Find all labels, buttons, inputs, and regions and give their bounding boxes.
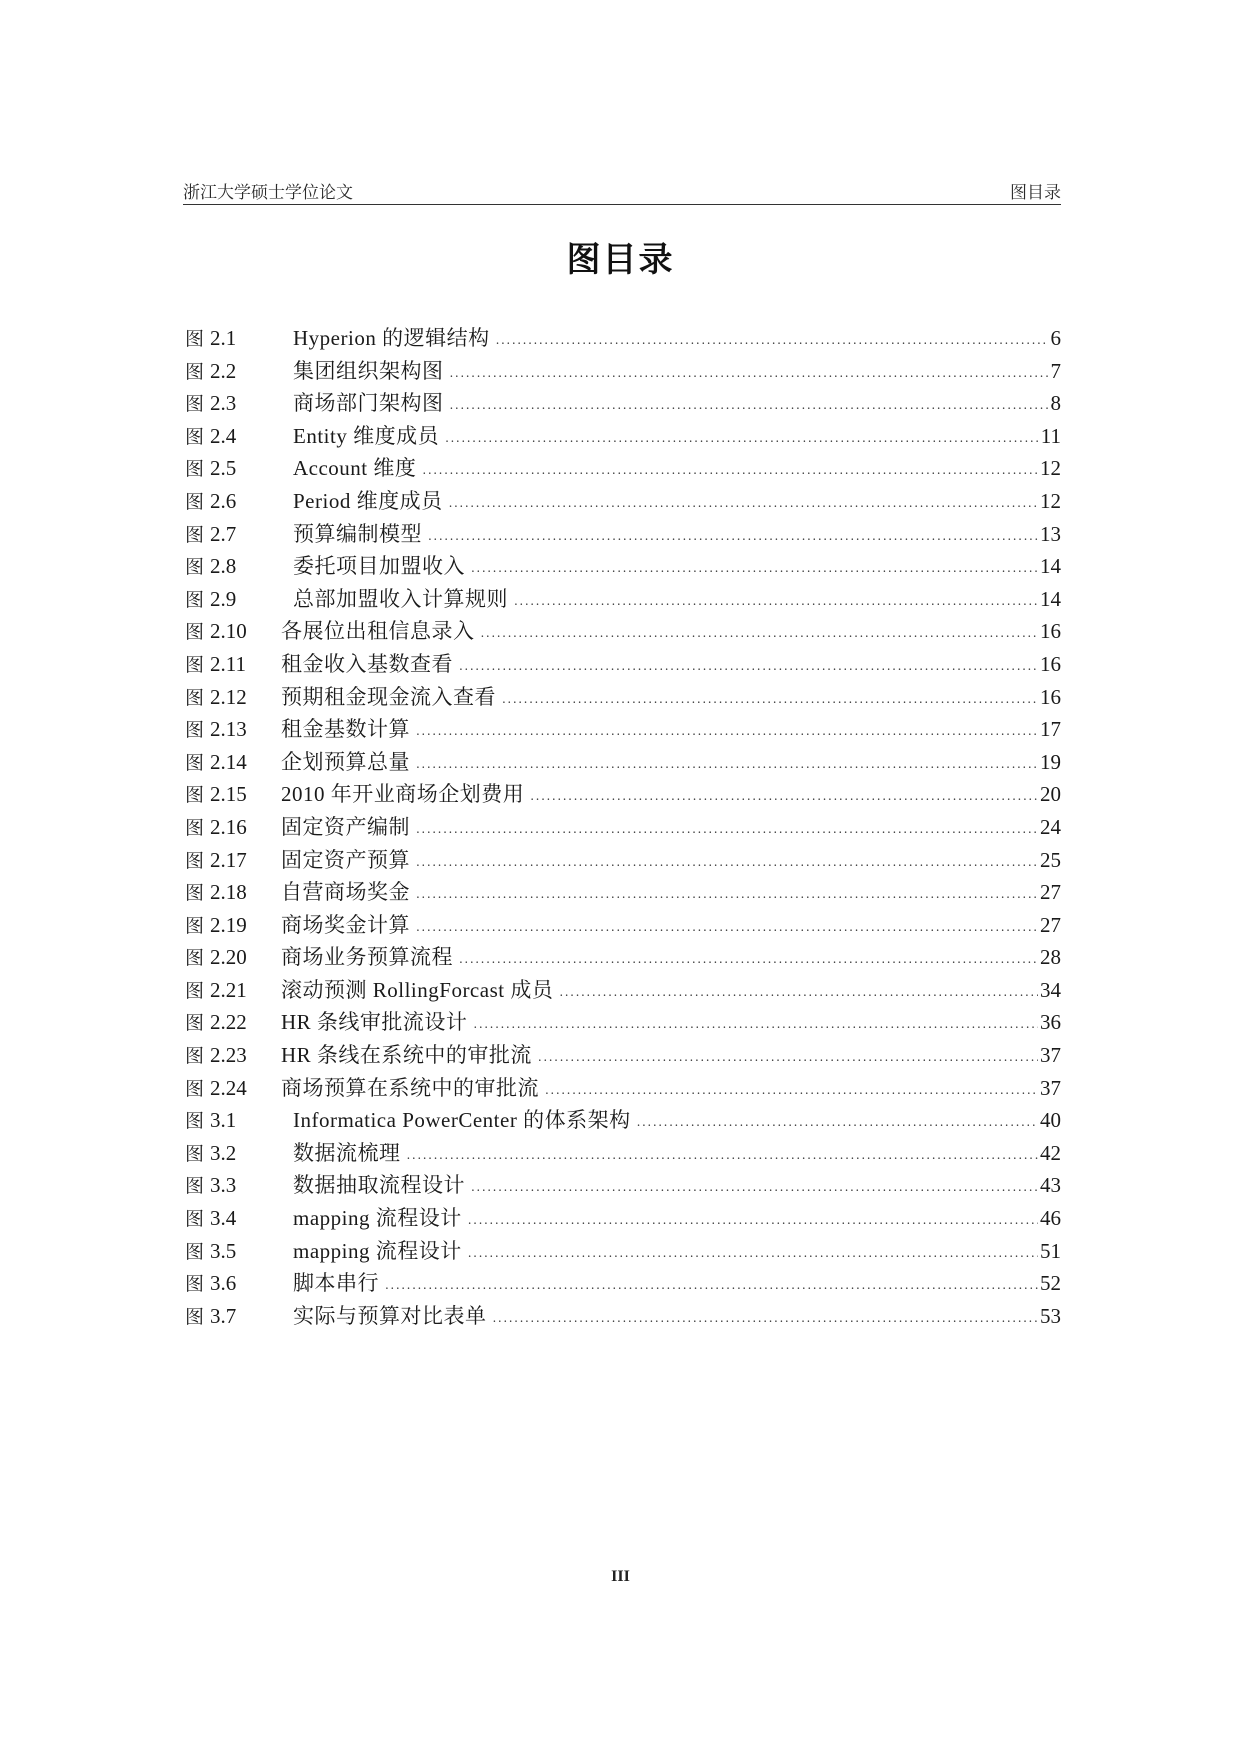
figure-label <box>185 550 271 584</box>
figure-page-number: 6 <box>1050 326 1061 350</box>
figure-title: 自营商场奖金 <box>281 880 410 905</box>
dot-leader <box>481 614 1039 650</box>
figure-page-number: 19 <box>1040 749 1061 774</box>
figure-prefix: 图 <box>185 1175 205 1198</box>
figure-number: 2.1 <box>210 326 237 350</box>
figure-label <box>185 1137 271 1171</box>
figure-prefix: 图 <box>185 1012 205 1035</box>
figure-label <box>185 1039 271 1073</box>
figure-number: 2.4 <box>210 423 237 448</box>
dot-leader <box>468 1234 1038 1270</box>
dot-leader <box>416 908 1038 944</box>
dot-leader <box>445 419 1039 455</box>
figure-page-number: 7 <box>1050 358 1061 383</box>
figure-entry[interactable] <box>185 322 1061 355</box>
figure-prefix: 图 <box>185 328 205 350</box>
figure-prefix: 图 <box>185 1240 205 1263</box>
figure-title: 企划预算总量 <box>281 749 410 774</box>
figure-entry[interactable] <box>185 1169 1061 1202</box>
figure-title: 租金收入基数查看 <box>281 651 453 676</box>
figure-list <box>185 322 1061 1332</box>
figure-title: 集团组织架构图 <box>293 358 444 383</box>
header-section-title: 图目录 <box>1010 183 1061 203</box>
figure-title: 商场部门架构图 <box>293 391 444 416</box>
dot-leader <box>473 1005 1038 1041</box>
figure-number: 3.7 <box>210 1303 237 1328</box>
figure-title: Informatica PowerCenter 的体系架构 <box>293 1108 631 1133</box>
figure-number: 3.6 <box>210 1271 237 1296</box>
figure-entry[interactable] <box>185 648 1061 681</box>
figure-title: 租金基数计算 <box>281 717 410 742</box>
figure-title: 脚本串行 <box>293 1271 379 1296</box>
dot-leader <box>493 1299 1039 1335</box>
figure-entry[interactable] <box>185 420 1061 453</box>
figure-label <box>185 355 271 389</box>
figure-number: 2.18 <box>210 880 247 905</box>
figure-number: 3.5 <box>210 1238 237 1263</box>
figure-page-number: 28 <box>1040 945 1061 970</box>
figure-title: 固定资产预算 <box>281 847 410 872</box>
figure-prefix: 图 <box>185 751 205 774</box>
figure-label <box>185 909 271 943</box>
figure-prefix: 图 <box>185 816 205 839</box>
figure-prefix: 图 <box>185 621 205 644</box>
figure-page-number: 12 <box>1040 488 1061 513</box>
figure-title: 预期租金现金流入查看 <box>281 684 496 709</box>
figure-number: 2.17 <box>210 847 247 872</box>
figure-number: 2.7 <box>210 521 237 546</box>
figure-label <box>185 844 271 878</box>
figure-title: HR 条线在系统中的审批流 <box>281 1043 532 1068</box>
figure-title: 各展位出租信息录入 <box>281 619 475 644</box>
figure-page-number: 27 <box>1040 880 1061 905</box>
figure-label <box>185 648 271 682</box>
figure-entry[interactable] <box>185 1006 1061 1039</box>
figure-label <box>185 387 271 421</box>
figure-entry[interactable] <box>185 387 1061 420</box>
dot-leader <box>449 484 1038 520</box>
figure-label <box>185 1300 271 1334</box>
figure-page-number: 37 <box>1040 1043 1061 1068</box>
figure-page-number: 40 <box>1040 1108 1061 1133</box>
figure-number: 3.2 <box>210 1140 237 1165</box>
figure-page-number: 17 <box>1040 717 1061 742</box>
figure-title: 数据抽取流程设计 <box>293 1173 465 1198</box>
figure-number: 2.15 <box>210 782 247 807</box>
figure-label <box>185 615 271 649</box>
figure-entry[interactable] <box>185 1300 1061 1333</box>
figure-title: 数据流梳理 <box>293 1140 401 1165</box>
figure-number: 2.3 <box>210 391 237 416</box>
figure-title: HR 条线审批流设计 <box>281 1010 468 1035</box>
figure-label <box>185 322 271 356</box>
figure-page-number: 11 <box>1040 423 1061 448</box>
figure-number: 2.9 <box>210 586 237 611</box>
dot-leader <box>502 680 1038 716</box>
figure-page-number: 12 <box>1040 456 1061 481</box>
figure-entry[interactable] <box>185 615 1061 648</box>
figure-prefix: 图 <box>185 914 205 937</box>
dot-leader <box>530 777 1038 813</box>
figure-number: 2.5 <box>210 456 237 481</box>
dot-leader <box>450 386 1049 422</box>
figure-title: 预算编制模型 <box>293 521 422 546</box>
figure-prefix: 图 <box>185 1045 205 1068</box>
figure-page-number: 24 <box>1040 814 1061 839</box>
figure-entry[interactable] <box>185 1104 1061 1137</box>
figure-number: 2.23 <box>210 1043 247 1068</box>
dot-leader <box>459 940 1038 976</box>
dot-leader <box>416 843 1038 879</box>
figure-prefix: 图 <box>185 947 205 970</box>
figure-title: Account 维度 <box>293 456 417 481</box>
figure-page-number: 43 <box>1040 1173 1061 1198</box>
figure-number: 2.2 <box>210 358 237 383</box>
figure-entry[interactable] <box>185 1039 1061 1072</box>
figure-prefix: 图 <box>185 393 205 416</box>
figure-label <box>185 713 271 747</box>
figure-number: 2.16 <box>210 814 247 839</box>
dot-leader <box>407 1136 1039 1172</box>
figure-entry[interactable] <box>185 485 1061 518</box>
figure-page-number: 20 <box>1040 782 1061 807</box>
figure-entry[interactable] <box>185 1235 1061 1268</box>
dot-leader <box>538 1038 1038 1074</box>
figure-title: 2010 年开业商场企划费用 <box>281 782 525 807</box>
figure-entry[interactable] <box>185 355 1061 388</box>
figure-prefix: 图 <box>185 979 205 1002</box>
figure-label <box>185 1235 271 1269</box>
dot-leader <box>422 451 1038 487</box>
figure-label <box>185 1104 271 1138</box>
figure-prefix: 图 <box>185 1273 205 1296</box>
figure-label <box>185 974 271 1008</box>
figure-number: 2.14 <box>210 749 247 774</box>
figure-page-number: 16 <box>1040 619 1061 644</box>
figure-label <box>185 1072 271 1106</box>
figure-page-number: 27 <box>1040 912 1061 937</box>
dot-leader <box>471 1168 1038 1204</box>
figure-title: 委托项目加盟收入 <box>293 554 465 579</box>
dot-leader <box>416 875 1038 911</box>
figure-page-number: 8 <box>1050 391 1061 416</box>
figure-label <box>185 1006 271 1040</box>
figure-title: 商场业务预算流程 <box>281 945 453 970</box>
figure-entry[interactable] <box>185 974 1061 1007</box>
page-header <box>183 176 1061 205</box>
figure-number: 2.10 <box>210 619 247 644</box>
figure-entry[interactable] <box>185 941 1061 974</box>
figure-label <box>185 1169 271 1203</box>
figure-label <box>185 941 271 975</box>
dot-leader <box>514 582 1038 618</box>
figure-page-number: 16 <box>1040 651 1061 676</box>
dot-leader <box>545 1071 1038 1107</box>
dot-leader <box>416 712 1038 748</box>
figure-entry[interactable] <box>185 452 1061 485</box>
dot-leader <box>416 745 1038 781</box>
figure-entry[interactable] <box>185 681 1061 714</box>
figure-prefix: 图 <box>185 425 205 448</box>
figure-number: 2.20 <box>210 945 247 970</box>
figure-entry[interactable] <box>185 1072 1061 1105</box>
figure-prefix: 图 <box>185 719 205 742</box>
figure-title: Entity 维度成员 <box>293 423 440 448</box>
figure-label <box>185 1202 271 1236</box>
figure-title: mapping 流程设计 <box>293 1238 462 1263</box>
figure-page-number: 42 <box>1040 1140 1061 1165</box>
figure-prefix: 图 <box>185 1077 205 1100</box>
figure-number: 3.3 <box>210 1173 237 1198</box>
dot-leader <box>459 647 1038 683</box>
figure-entry[interactable] <box>185 1267 1061 1300</box>
figure-label <box>185 746 271 780</box>
figure-page-number: 34 <box>1040 977 1061 1002</box>
figure-entry[interactable] <box>185 811 1061 844</box>
figure-prefix: 图 <box>185 360 205 383</box>
dot-leader <box>450 354 1049 390</box>
figure-label <box>185 811 271 845</box>
figure-prefix: 图 <box>185 784 205 807</box>
figure-page-number: 46 <box>1040 1206 1061 1231</box>
figure-entry[interactable] <box>185 909 1061 942</box>
figure-entry[interactable] <box>185 550 1061 583</box>
page-number: III <box>611 1568 630 1585</box>
figure-label <box>185 681 271 715</box>
figure-title: Hyperion 的逻辑结构 <box>293 326 490 350</box>
figure-number: 2.24 <box>210 1075 247 1100</box>
dot-leader <box>559 973 1038 1009</box>
figure-title: 总部加盟收入计算规则 <box>293 586 508 611</box>
dot-leader <box>496 321 1049 357</box>
figure-title: 实际与预算对比表单 <box>293 1303 487 1328</box>
figure-page-number: 52 <box>1040 1271 1061 1296</box>
figure-label <box>185 420 271 454</box>
figure-number: 2.12 <box>210 684 247 709</box>
figure-entry[interactable] <box>185 746 1061 779</box>
figure-label <box>185 452 271 486</box>
figure-entry[interactable] <box>185 778 1061 811</box>
dot-leader <box>471 549 1038 585</box>
figure-title: 固定资产编制 <box>281 814 410 839</box>
figure-entry[interactable] <box>185 518 1061 551</box>
figure-page-number: 13 <box>1040 521 1061 546</box>
figure-entry[interactable] <box>185 713 1061 746</box>
figure-entry[interactable] <box>185 583 1061 616</box>
figure-number: 2.6 <box>210 488 237 513</box>
figure-label <box>185 583 271 617</box>
figure-title: 商场预算在系统中的审批流 <box>281 1075 539 1100</box>
figure-page-number: 36 <box>1040 1010 1061 1035</box>
figure-title: 滚动预测 RollingForcast 成员 <box>281 977 554 1002</box>
figure-number: 2.8 <box>210 554 237 579</box>
figure-number: 2.19 <box>210 912 247 937</box>
figure-prefix: 图 <box>185 686 205 709</box>
figure-entry[interactable] <box>185 844 1061 877</box>
dot-leader <box>468 1201 1038 1237</box>
figure-prefix: 图 <box>185 458 205 481</box>
dot-leader <box>385 1266 1038 1302</box>
figure-number: 2.21 <box>210 977 247 1002</box>
dot-leader <box>416 810 1038 846</box>
figure-page-number: 16 <box>1040 684 1061 709</box>
figure-number: 2.11 <box>210 651 246 676</box>
figure-label <box>185 876 271 910</box>
figure-entry[interactable] <box>185 1137 1061 1170</box>
figure-label <box>185 485 271 519</box>
figure-prefix: 图 <box>185 588 205 611</box>
figure-prefix: 图 <box>185 490 205 513</box>
page-title: 图目录 <box>566 240 675 280</box>
figure-prefix: 图 <box>185 523 205 546</box>
dot-leader <box>637 1103 1038 1139</box>
header-thesis-title: 浙江大学硕士学位论文 <box>183 183 353 203</box>
figure-label <box>185 518 271 552</box>
figure-prefix: 图 <box>185 882 205 905</box>
figure-prefix: 图 <box>185 1208 205 1231</box>
figure-prefix: 图 <box>185 1305 205 1328</box>
figure-prefix: 图 <box>185 1142 205 1165</box>
figure-title: Period 维度成员 <box>293 488 443 513</box>
figure-page-number: 53 <box>1040 1303 1061 1328</box>
figure-number: 2.13 <box>210 717 247 742</box>
figure-number: 3.4 <box>210 1206 237 1231</box>
figure-number: 3.1 <box>210 1108 237 1133</box>
figure-prefix: 图 <box>185 653 205 676</box>
figure-page-number: 37 <box>1040 1075 1061 1100</box>
figure-label <box>185 1267 271 1301</box>
figure-prefix: 图 <box>185 556 205 579</box>
figure-title: 商场奖金计算 <box>281 912 410 937</box>
figure-number: 2.22 <box>210 1010 247 1035</box>
figure-page-number: 25 <box>1040 847 1061 872</box>
figure-entry[interactable] <box>185 876 1061 909</box>
figure-label <box>185 778 271 812</box>
figure-prefix: 图 <box>185 1110 205 1133</box>
figure-page-number: 14 <box>1040 586 1061 611</box>
figure-page-number: 51 <box>1040 1238 1061 1263</box>
figure-page-number: 14 <box>1040 554 1061 579</box>
dot-leader <box>428 517 1038 553</box>
figure-entry[interactable] <box>185 1202 1061 1235</box>
figure-title: mapping 流程设计 <box>293 1206 462 1231</box>
figure-prefix: 图 <box>185 849 205 872</box>
